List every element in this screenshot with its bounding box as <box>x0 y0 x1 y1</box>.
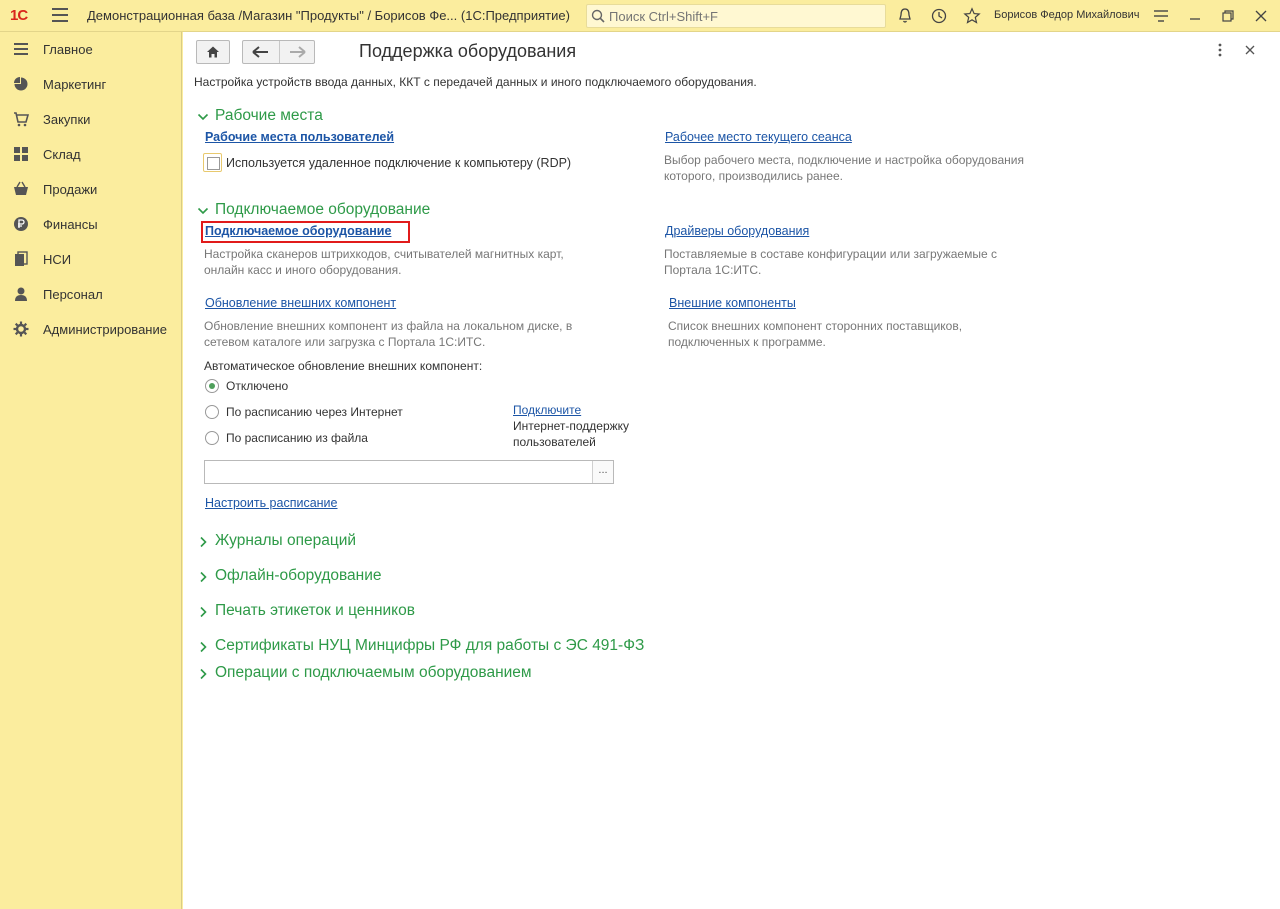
section-title: Сертификаты НУЦ Минцифры РФ для работы с ЭС 491-ФЗ <box>215 637 645 654</box>
connect-support-link[interactable]: Подключите <box>513 403 582 417</box>
bell-icon[interactable] <box>896 7 914 25</box>
sidebar-item-label: Персонал <box>43 287 103 302</box>
sidebar-item-label: Закупки <box>43 112 91 127</box>
close-form-icon[interactable] <box>1242 42 1258 58</box>
section-label-printing-header[interactable] <box>197 602 437 622</box>
sidebar-item-label: Администрирование <box>43 322 167 337</box>
section-title: Рабочие места <box>215 107 323 124</box>
connect-note-line2: пользователей <box>513 435 596 449</box>
update-note-line1: Обновление внешних компонент из файла на локальном диске, в <box>204 319 573 333</box>
drivers-note-line1: Поставляемые в составе конфигурации или загружаемые с <box>664 247 997 261</box>
section-equipment-operations-header[interactable] <box>197 664 557 684</box>
back-arrow-icon[interactable] <box>251 45 271 59</box>
sidebar-item-finance[interactable] <box>0 209 182 239</box>
grid-icon <box>13 146 29 162</box>
current-session-workplace-link[interactable]: Рабочее место текущего сеанса <box>665 130 852 144</box>
chevron-down-icon <box>197 111 209 123</box>
section-equipment-header[interactable] <box>197 201 457 221</box>
radio-schedule-file-label[interactable]: По расписанию из файла <box>226 431 368 445</box>
cart-icon <box>13 111 29 127</box>
configure-schedule-link[interactable]: Настроить расписание <box>205 496 338 510</box>
person-icon <box>13 286 29 302</box>
section-certificates-header[interactable] <box>197 637 657 657</box>
basket-icon <box>13 181 29 197</box>
current-user[interactable]: Борисов Федор Михайлович <box>994 9 1140 21</box>
form-area <box>183 32 1280 909</box>
radio-schedule-internet-label[interactable]: По расписанию через Интернет <box>226 405 403 419</box>
search-box[interactable] <box>586 4 886 28</box>
section-title: Подключаемое оборудование <box>215 201 431 218</box>
update-components-link[interactable]: Обновление внешних компонент <box>205 296 397 310</box>
sidebar-item-main[interactable] <box>0 34 182 64</box>
list-icon <box>13 41 29 57</box>
section-offline-equipment-header[interactable] <box>197 567 397 587</box>
section-operation-logs-header[interactable] <box>197 532 397 552</box>
chevron-right-icon <box>197 536 209 548</box>
home-icon <box>206 45 220 59</box>
session-note-line1: Выбор рабочего места, подключение и настройка оборудования <box>664 153 1024 167</box>
radio-schedule-internet[interactable] <box>205 405 219 419</box>
gear-icon <box>13 321 29 337</box>
radio-schedule-file[interactable] <box>205 431 219 445</box>
equipment-drivers-link[interactable]: Драйверы оборудования <box>665 224 810 238</box>
equipment-note-line1: Настройка сканеров штрихкодов, считывателей магнитных карт, <box>204 247 564 261</box>
sidebar-item-nsi[interactable] <box>0 244 182 274</box>
sidebar-item-personnel[interactable] <box>0 279 182 309</box>
sidebar-item-sales[interactable] <box>0 174 182 204</box>
page-title: Поддержка оборудования <box>359 41 577 61</box>
chevron-right-icon <box>197 606 209 618</box>
update-note-line2: сетевом каталоге или загрузка с Портала 1С:ИТС. <box>204 335 486 349</box>
rdp-checkbox-label[interactable]: Используется удаленное подключение к компьютеру (RDP) <box>226 156 572 170</box>
search-input[interactable] <box>609 7 879 25</box>
history-nav <box>242 40 315 64</box>
top-bar <box>0 0 1280 32</box>
sidebar-item-label: Продажи <box>43 182 98 197</box>
more-actions-icon[interactable] <box>1212 42 1228 58</box>
sidebar-item-marketing[interactable] <box>0 69 182 99</box>
ruble-icon <box>13 216 29 232</box>
sidebar-item-warehouse[interactable] <box>0 139 182 169</box>
section-workplaces-header[interactable] <box>197 107 397 127</box>
radio-disabled[interactable] <box>205 379 219 393</box>
connect-note-line1: Интернет-поддержку <box>513 419 630 433</box>
star-icon[interactable] <box>963 7 981 25</box>
settings-menu-icon[interactable] <box>1152 7 1170 25</box>
external-components-link[interactable]: Внешние компоненты <box>669 296 796 310</box>
sidebar-item-label: Маркетинг <box>43 77 107 92</box>
connected-equipment-link[interactable]: Подключаемое оборудование <box>205 224 392 238</box>
chevron-down-icon <box>197 205 209 217</box>
ext-note-line1: Список внешних компонент сторонних поставщиков, <box>668 319 963 333</box>
sidebar-item-administration[interactable] <box>0 314 182 344</box>
sidebar-item-label: Склад <box>43 147 81 162</box>
section-title: Журналы операций <box>215 532 357 549</box>
app-title: Демонстрационная база /Магазин "Продукты" / Борисов Фе... (1С:Предприятие) <box>87 8 570 23</box>
chevron-right-icon <box>197 571 209 583</box>
radio-disabled-label[interactable]: Отключено <box>226 379 289 393</box>
ext-note-line2: подключенных к программе. <box>668 335 826 349</box>
chevron-right-icon <box>197 641 209 653</box>
sidebar-item-label: Главное <box>43 42 93 57</box>
sidebar-item-label: Финансы <box>43 217 98 232</box>
section-title: Операции с подключаемым оборудованием <box>215 664 532 681</box>
chevron-right-icon <box>197 668 209 680</box>
sidebar-item-purchases[interactable] <box>0 104 182 134</box>
restore-icon[interactable] <box>1219 7 1237 25</box>
update-file-field[interactable] <box>204 460 614 484</box>
auto-update-label: Автоматическое обновление внешних компонент: <box>204 359 483 373</box>
close-window-icon[interactable] <box>1252 7 1270 25</box>
home-button[interactable] <box>196 40 230 64</box>
section-title: Офлайн-оборудование <box>215 567 382 584</box>
sections-panel <box>0 32 182 909</box>
select-file-button[interactable]: ... <box>592 461 613 483</box>
workplaces-users-link[interactable]: Рабочие места пользователей <box>205 130 395 144</box>
book-icon <box>13 251 29 267</box>
main-menu-icon[interactable] <box>52 8 68 24</box>
section-title: Печать этикеток и ценников <box>215 602 415 619</box>
session-note-line2: которого, производились ранее. <box>664 169 843 183</box>
forward-arrow-icon[interactable] <box>287 45 307 59</box>
drivers-note-line2: Портала 1С:ИТС. <box>664 263 762 277</box>
app-logo[interactable]: 1С <box>10 7 28 24</box>
pie-chart-icon <box>13 76 29 92</box>
history-icon[interactable] <box>930 7 948 25</box>
sidebar-item-label: НСИ <box>43 252 72 267</box>
rdp-checkbox[interactable] <box>203 153 222 172</box>
minimize-icon[interactable] <box>1186 7 1204 25</box>
search-icon <box>591 9 605 23</box>
form-description: Настройка устройств ввода данных, ККТ с передачей данных и иного подключаемого оборудования. <box>194 75 757 89</box>
equipment-note-line2: онлайн касс и иного оборудования. <box>204 263 402 277</box>
